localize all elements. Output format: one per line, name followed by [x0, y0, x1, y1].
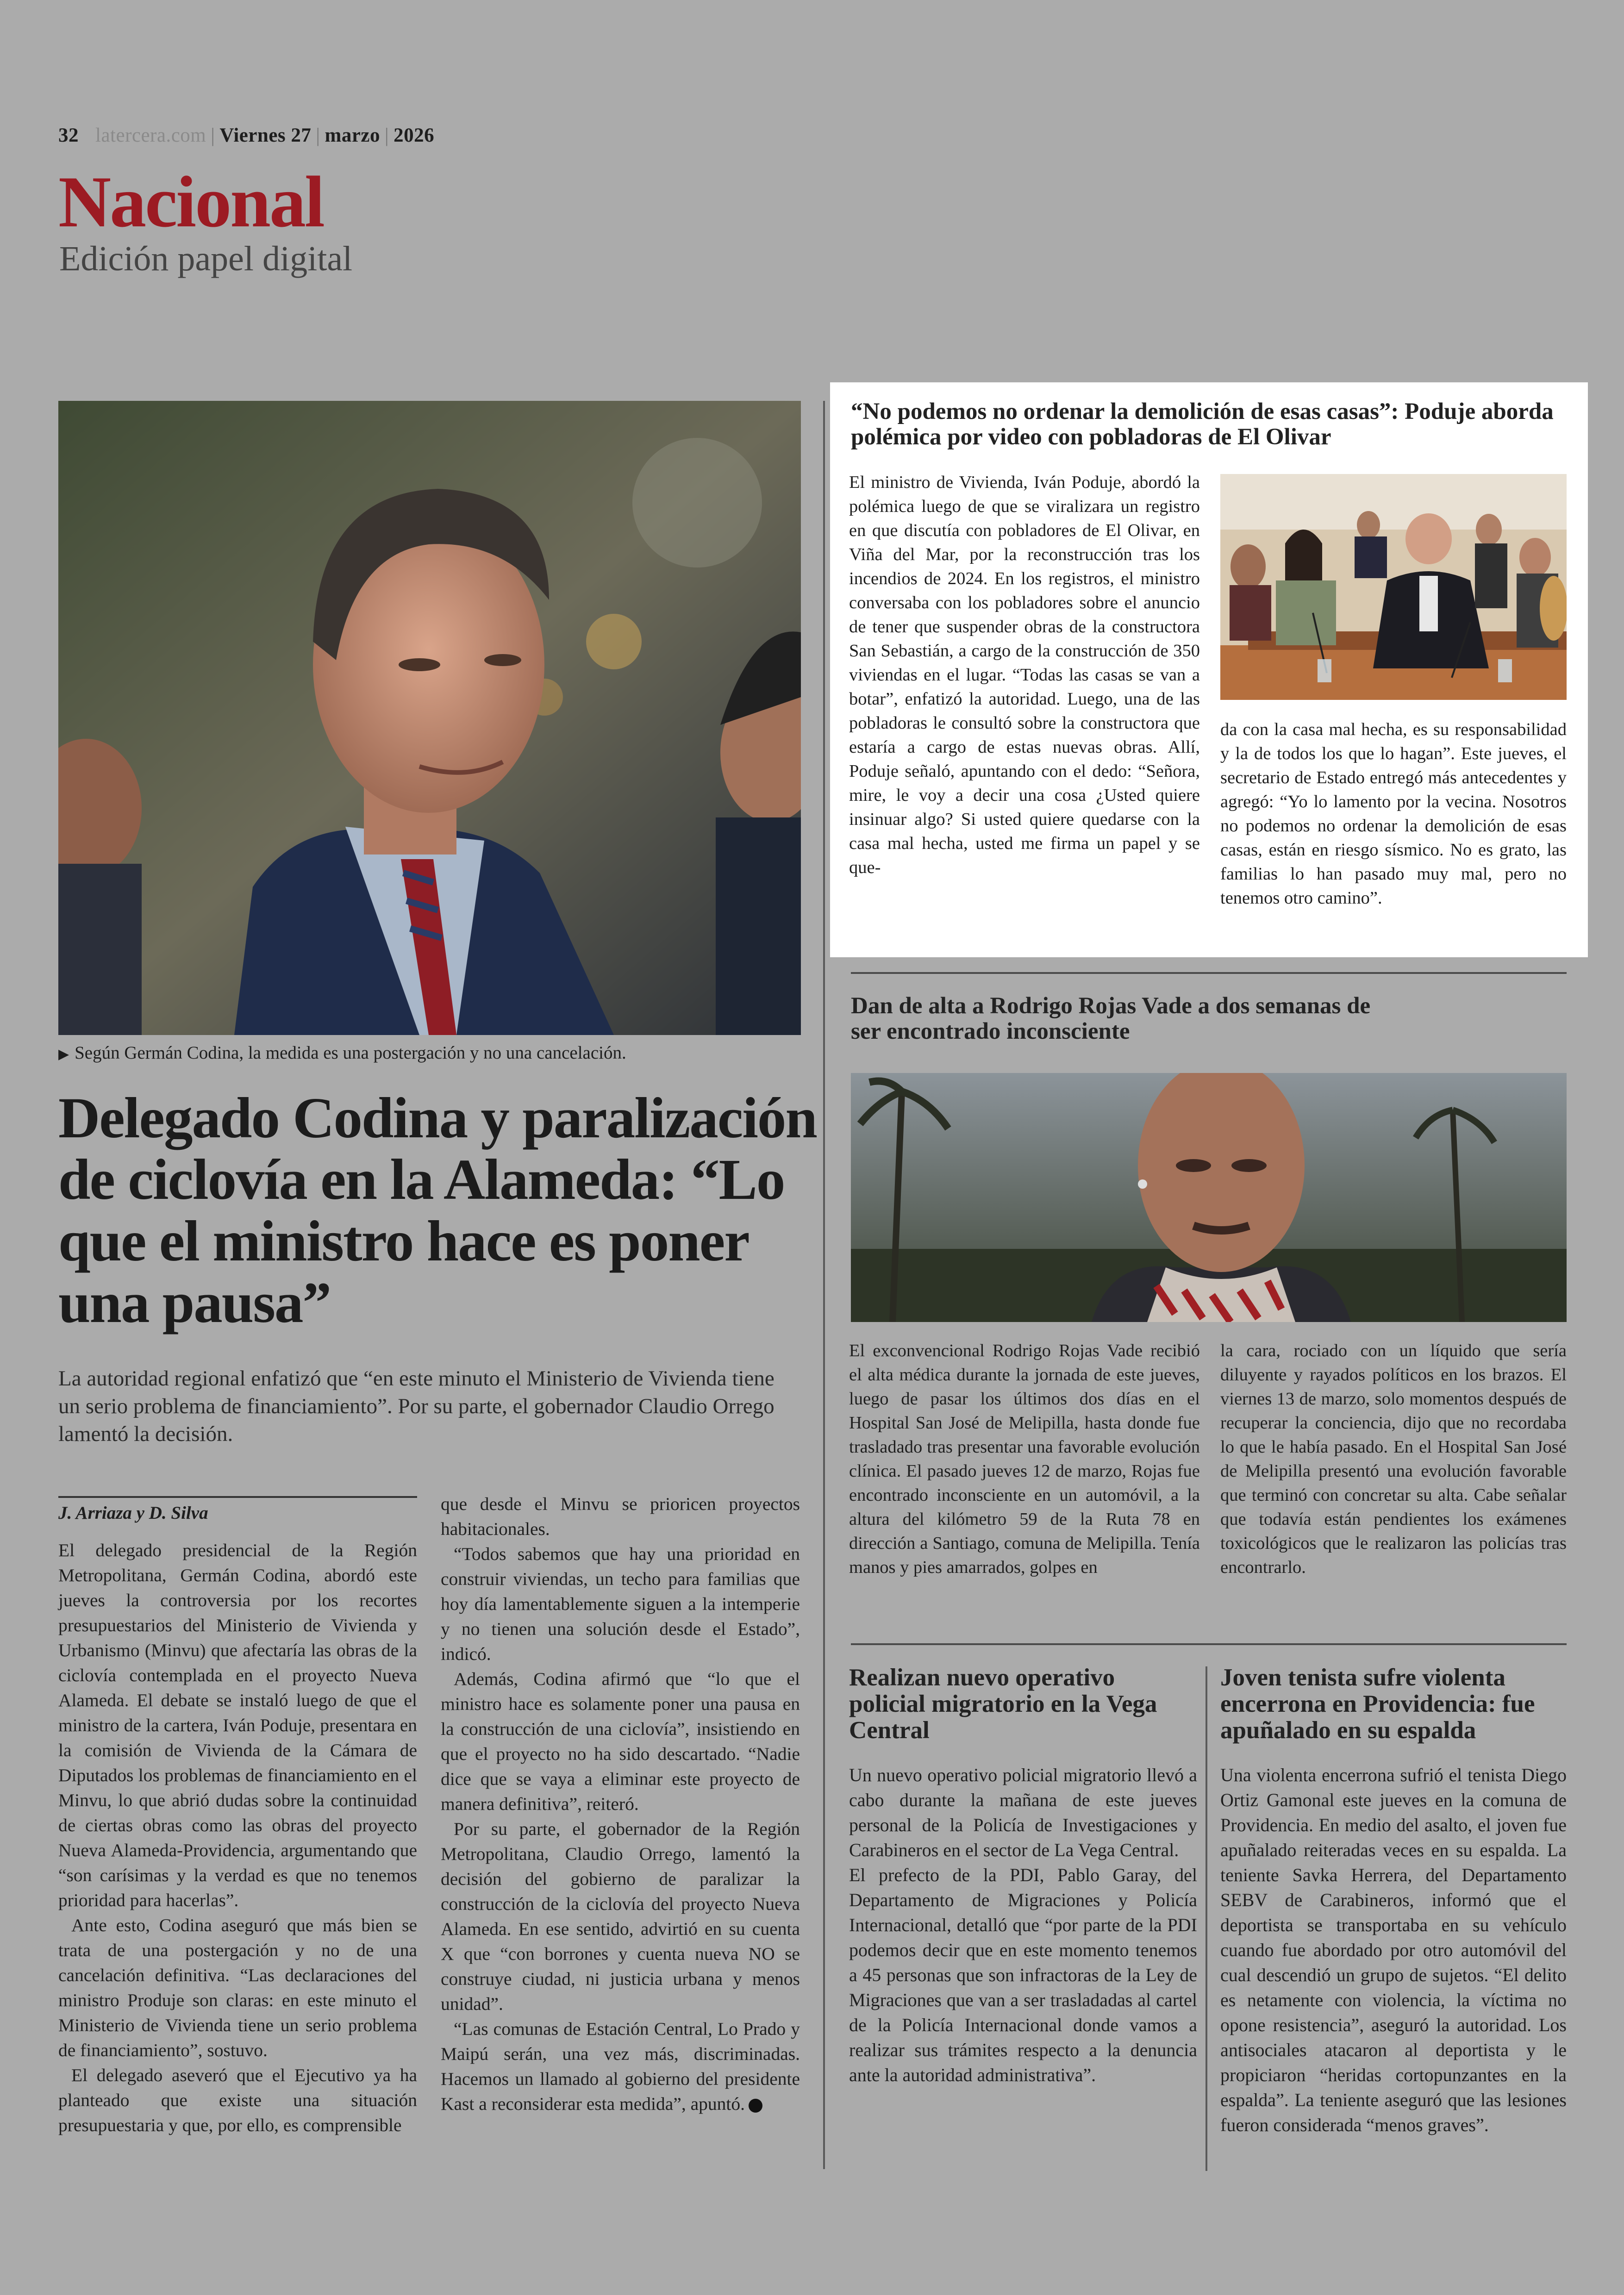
vega-headline: Realizan nuevo operativo policial migratorio en la Vega Central	[849, 1664, 1157, 1744]
rojas-column-1	[849, 1339, 1200, 1579]
column-divider	[1206, 1666, 1207, 2171]
paragraph: El prefecto de la PDI, Pablo Garay, del Departamento de Migraciones y Policía Internacional, detalló que “por parte de la PDI podemos decir que en este momento tenemos a 45 personas que son infractoras de la Ley de Migraciones que van a ser trasladadas al cartel de la Policía Internacional donde vamos a realizar sus trámites respecto a la denuncia ante la autoridad administrativa”.	[849, 1865, 1197, 2085]
edition-subtitle: Edición papel digital	[59, 239, 353, 278]
site-name: latercera.com	[95, 125, 206, 146]
tenista-headline: Joven tenista sufre violenta encerrona en Providencia: fue apuñalado en su espalda	[1220, 1664, 1535, 1744]
end-mark-icon	[749, 2099, 762, 2113]
vega-body	[849, 1763, 1197, 2088]
poduje-column-1	[849, 470, 1200, 879]
rojas-photo	[851, 1073, 1567, 1322]
paragraph: “Las comunas de Estación Central, Lo Prado y Maipú serán, una vez más, discriminadas. Hacemos un llamado al gobierno del presidente Kast a reconsiderar esta medida”, apuntó.	[441, 2019, 800, 2114]
paragraph: Por su parte, el gobernador de la Región Metropolitana, Claudio Orrego, lamentó la decisión del gobierno de paralizar la construcción de la ciclovía del proyecto Nueva Alameda. En ese sentido, advirtió en su cuenta X que “con borrones y cuenta nueva NO se construye ciudad, ni justicia urbana y menos unidad”.	[441, 1819, 800, 2014]
paragraph: El exconvencional Rodrigo Rojas Vade recibió el alta médica durante la jornada de este jueves, luego de pasar los últimos dos días en el Hospital San José de Melipilla, hasta donde fue trasladado tras presentar una favorable evolución clínica. El pasado jueves 12 de marzo, Rojas fue encontrado inconsciente en un automóvil, a la altura del kilómetro 59 de la Ruta 78 en dirección a Santiago, comuna de Melipilla. Tenía manos y pies amarrados, golpes en	[849, 1341, 1200, 1577]
caption-text: Según Germán Codina, la medida es una postergación y no una cancelación.	[75, 1043, 626, 1063]
paragraph: “Todos sabemos que hay una prioridad en construir viviendas, un techo para familias que hoy día lamentablemente siguen a la intemperie y no tienen una solución desde el Estado”, indicó.	[441, 1544, 800, 1664]
paragraph: El delegado aseveró que el Ejecutivo ya ha planteado que existe una situación presupuestaria y que, por ello, es comprensible	[58, 2065, 417, 2135]
column-divider	[823, 401, 825, 2169]
main-column-1	[58, 1538, 417, 2138]
tenista-body	[1220, 1763, 1567, 2138]
page-number: 32	[58, 125, 79, 146]
poduje-photo	[1220, 474, 1567, 700]
paragraph: que desde el Minvu se prioricen proyectos habitacionales.	[441, 1494, 800, 1539]
caption-arrow-icon: ▶	[58, 1047, 69, 1062]
poduje-column-2	[1220, 717, 1567, 910]
paragraph: da con la casa mal hecha, es su responsabilidad y la de todos los que lo hagan”. Este jueves, el secretario de Estado entregó más antecedentes y agregó: “Yo lo lamento por la vecina. Nosotros no podemos no ordenar la demolición de esas casas, están en riesgo sísmico. No es grato, las familias lo han pasado muy mal, pero no tenemos otro camino”.	[1220, 720, 1567, 908]
paragraph: Ante esto, Codina aseguró que más bien se trata de una postergación y no de una cancelación definitiva. “Las declaraciones del ministro Produje son claras: en este minuto el Ministerio de Vivienda tiene un serio problema de financiamiento”, sostuvo.	[58, 1915, 417, 2060]
paragraph: El ministro de Vivienda, Iván Poduje, abordó la polémica luego de que se viralizara un registro en que discutía con pobladores de El Olivar, en Viña del Mar, por la reconstrucción tras los incendios de 2024. En los registros, el ministro conversaba con los pobladores sobre el anuncio de tener que suspender obras de la constructora San Sebastián, a cargo de la construcción de 350 viviendas en el lugar. “Todas las casas se van a botar”, enfatizó la autoridad. Luego, una de las pobladoras le consultó sobre la constructora que estaría a cargo de estas nuevas obras. Allí, Poduje señaló, apuntando con el dedo: “Señora, mire, le voy a decir una cosa ¿Usted quiere insinuar algo? Si usted quiere quedarse con la casa mal hecha, usted me firma un papel y se que-	[849, 473, 1200, 877]
section-rule	[851, 1643, 1567, 1645]
rojas-headline: Dan de alta a Rodrigo Rojas Vade a dos semanas de ser encontrado inconsciente	[851, 993, 1371, 1044]
paragraph: El delegado presidencial de la Región Metropolitana, Germán Codina, abordó este jueves la controversia por los recortes presupuestarios del Ministerio de Vivienda y Urbanismo (Minvu) que afectaría las obras de la ciclovía contemplada en el proyecto Nueva Alameda. El debate se instaló luego de que el ministro de la cartera, Iván Poduje, presentara en la comisión de Vivienda de la Cámara de Diputados los problemas de financiamiento en el Minvu, lo que abrió dudas sobre la continuidad de ciertas obras como las obras del proyecto Nueva Alameda-Providencia, argumentando que “son carísimas y la verdad es que no tenemos prioridad para hacerlas”.	[58, 1540, 417, 1910]
issue-day: Viernes 27	[219, 125, 312, 146]
paragraph: Un nuevo operativo policial migratorio llevó a cabo durante la mañana de este jueves personal de la Policía de Investigaciones y Carabineros en el sector de La Vega Central.	[849, 1765, 1197, 1860]
rojas-column-2	[1220, 1339, 1567, 1579]
main-headline: Delegado Codina y paralización de ciclovía en la Alameda: “Lo que el ministro hace es poner una pausa”	[58, 1086, 817, 1335]
paragraph: Además, Codina afirmó que “lo que el ministro hace es solamente poner una pausa en la construcción de una ciclovía”, insistiendo en que el proyecto no ha sido descartado. “Nadie dice que se vaya a eliminar este proyecto de manera definitiva”, reiteró.	[441, 1669, 800, 1814]
photo-caption	[58, 1042, 799, 1063]
main-lede: La autoridad regional enfatizó que “en este minuto el Ministerio de Vivienda tiene un serio problema de financiamiento”. Por su parte, el gobernador Claudio Orrego lamentó la decisión.	[58, 1366, 775, 1446]
issue-month: marzo	[325, 125, 381, 146]
main-photo	[58, 401, 801, 1035]
paragraph: Una violenta encerrona sufrió el tenista Diego Ortiz Gamonal este jueves en la comuna de Providencia. En medio del asalto, el joven fue apuñalado reiteradas veces en su espalda. La teniente Savka Herrera, del Departamento SEBV de Carabineros, informó que el deportista se transportaba en su vehículo cuando fue abordado por otro automóvil del cual descendió un grupo de sujetos. “El delito es netamente con violencia, la víctima no opone resistencia”, aseguró la autoridad. Los antisociales atacaron al deportista y le propiciaron “heridas cortopunzantes en la espalda”. La teniente aseguró que las lesiones fueron considerada “menos graves”.	[1220, 1765, 1567, 2135]
poduje-headline: “No podemos no ordenar la demolición de esas casas”: Poduje aborda polémica por video con pobladoras de El Olivar	[851, 399, 1554, 450]
issue-year: 2026	[394, 125, 435, 146]
section-title: Nacional	[58, 162, 324, 243]
paragraph: la cara, rociado con un líquido que sería diluyente y rayados políticos en los brazos. El viernes 13 de marzo, solo momentos después de recuperar la conciencia, dijo que no recordaba lo que le había pasado. En el Hospital San José de Melipilla presentó una evolución favorable que terminó con concretar su alta. Cabe señalar que todavía están pendientes los exámenes toxicológicos que le realizaron las policías tras encontrarlo.	[1220, 1341, 1567, 1577]
folio-line: 32 latercera.com | Viernes 27 | marzo | 2026	[58, 125, 435, 146]
main-column-2	[441, 1491, 800, 2116]
section-rule	[851, 972, 1567, 974]
byline: J. Arriaza y D. Silva	[58, 1496, 417, 1523]
